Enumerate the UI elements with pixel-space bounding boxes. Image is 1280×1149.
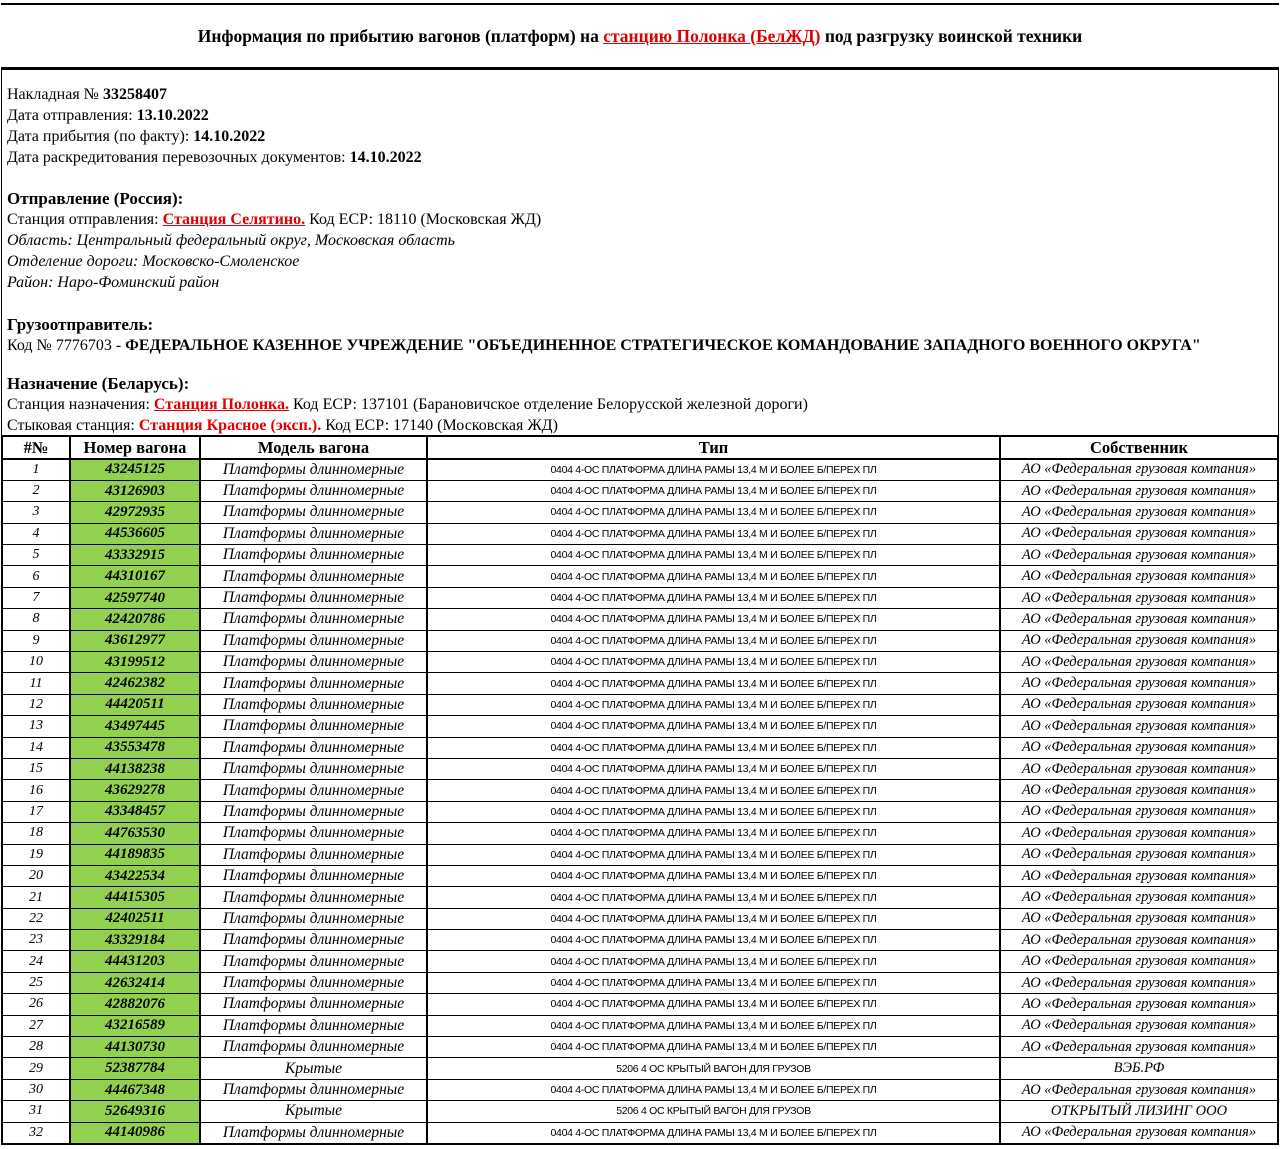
table-row [2, 780, 1278, 801]
wagon-number-cell: 43199512 [70, 652, 200, 673]
wagon-owner-cell: АО «Федеральная грузовая компания» [1000, 480, 1278, 501]
row-number-cell: 22 [2, 908, 70, 929]
wagon-type-cell: 0404 4-ОС ПЛАТФОРМА ДЛИНА РАМЫ 13,4 М И БОЛЕЕ Б/ПЕРЕХ ПЛ [427, 823, 1000, 844]
row-number-cell: 26 [2, 994, 70, 1015]
table-row [2, 716, 1278, 737]
row-number-cell: 24 [2, 951, 70, 972]
table-row [2, 502, 1278, 523]
wagon-type-cell: 0404 4-ОС ПЛАТФОРМА ДЛИНА РАМЫ 13,4 М И БОЛЕЕ Б/ПЕРЕХ ПЛ [427, 951, 1000, 972]
table-row [2, 844, 1278, 865]
row-number-cell: 31 [2, 1101, 70, 1122]
wagon-type-cell: 0404 4-ОС ПЛАТФОРМА ДЛИНА РАМЫ 13,4 М И БОЛЕЕ Б/ПЕРЕХ ПЛ [427, 1015, 1000, 1036]
wagon-owner-cell: АО «Федеральная грузовая компания» [1000, 1122, 1278, 1143]
table-row [2, 1015, 1278, 1036]
destination-heading: Назначение (Беларусь): [7, 374, 190, 393]
wagon-type-cell: 0404 4-ОС ПЛАТФОРМА ДЛИНА РАМЫ 13,4 М И БОЛЕЕ Б/ПЕРЕХ ПЛ [427, 652, 1000, 673]
wagon-type-cell: 0404 4-ОС ПЛАТФОРМА ДЛИНА РАМЫ 13,4 М И БОЛЕЕ Б/ПЕРЕХ ПЛ [427, 1079, 1000, 1100]
wagon-type-cell: 0404 4-ОС ПЛАТФОРМА ДЛИНА РАМЫ 13,4 М И БОЛЕЕ Б/ПЕРЕХ ПЛ [427, 865, 1000, 886]
title-suffix: под разгрузку воинской техники [820, 25, 1083, 46]
wagon-owner-cell: АО «Федеральная грузовая компания» [1000, 545, 1278, 566]
wagon-owner-cell: ВЭБ.РФ [1000, 1058, 1278, 1079]
junction-station-code: Код ЕСР: 17140 (Московская ЖД) [321, 417, 558, 434]
row-number-cell: 14 [2, 737, 70, 758]
row-number-cell: 18 [2, 823, 70, 844]
wagon-type-cell: 0404 4-ОС ПЛАТФОРМА ДЛИНА РАМЫ 13,4 М И БОЛЕЕ Б/ПЕРЕХ ПЛ [427, 673, 1000, 694]
junction-station-link[interactable]: Станция Красное (эксп.). [138, 417, 322, 434]
wagon-owner-cell: АО «Федеральная грузовая компания» [1000, 801, 1278, 822]
wagon-number-cell: 44189835 [70, 844, 200, 865]
wagon-model-cell: Платформы длинномерные [200, 694, 427, 715]
destination-station-line [7, 394, 1270, 415]
wagon-table-body [2, 459, 1278, 1144]
destination-station-code: Код ЕСР: 137101 (Барановичское отделение Белорусской железной дороги) [289, 396, 808, 413]
wagon-model-cell: Крытые [200, 1101, 427, 1122]
wagon-type-cell: 5206 4 ОС КРЫТЫЙ ВАГОН ДЛЯ ГРУЗОВ [427, 1101, 1000, 1122]
wagon-owner-cell: АО «Федеральная грузовая компания» [1000, 609, 1278, 630]
wagon-model-cell: Платформы длинномерные [200, 673, 427, 694]
table-row [2, 1122, 1278, 1143]
departure-station-code: Код ЕСР: 18110 (Московская ЖД) [305, 211, 542, 228]
title-prefix: Информация по прибытию вагонов (платформ) на [197, 25, 604, 46]
wagon-owner-cell: АО «Федеральная грузовая компания» [1000, 630, 1278, 651]
clearance-date-value: 14.10.2022 [349, 149, 422, 166]
wagon-owner-cell: АО «Федеральная грузовая компания» [1000, 994, 1278, 1015]
wagon-owner-cell: АО «Федеральная грузовая компания» [1000, 459, 1278, 480]
table-row [2, 1058, 1278, 1079]
header-wagon-type: Тип [427, 436, 1000, 459]
table-row [2, 930, 1278, 951]
wagon-type-cell: 0404 4-ОС ПЛАТФОРМА ДЛИНА РАМЫ 13,4 М И БОЛЕЕ Б/ПЕРЕХ ПЛ [427, 630, 1000, 651]
header-wagon-number: Номер вагона [70, 436, 200, 459]
wagon-type-cell: 0404 4-ОС ПЛАТФОРМА ДЛИНА РАМЫ 13,4 М И БОЛЕЕ Б/ПЕРЕХ ПЛ [427, 609, 1000, 630]
header-wagon-model: Модель вагона [200, 436, 427, 459]
wagon-type-cell: 0404 4-ОС ПЛАТФОРМА ДЛИНА РАМЫ 13,4 М И БОЛЕЕ Б/ПЕРЕХ ПЛ [427, 972, 1000, 993]
row-number-cell: 27 [2, 1015, 70, 1036]
wagon-number-cell: 43422534 [70, 865, 200, 886]
wagon-number-cell: 44130730 [70, 1037, 200, 1058]
wagon-owner-cell: АО «Федеральная грузовая компания» [1000, 972, 1278, 993]
wagon-model-cell: Платформы длинномерные [200, 994, 427, 1015]
wagon-owner-cell: АО «Федеральная грузовая компания» [1000, 694, 1278, 715]
wagon-model-cell: Платформы длинномерные [200, 502, 427, 523]
wagon-owner-cell: АО «Федеральная грузовая компания» [1000, 502, 1278, 523]
wagon-number-cell: 44415305 [70, 887, 200, 908]
junction-station-label: Стыковая станция: [7, 417, 139, 434]
wagon-owner-cell: АО «Федеральная грузовая компания» [1000, 1079, 1278, 1100]
table-row [2, 801, 1278, 822]
departure-date-value: 13.10.2022 [136, 107, 209, 124]
wagon-model-cell: Платформы длинномерные [200, 737, 427, 758]
wagon-type-cell: 0404 4-ОС ПЛАТФОРМА ДЛИНА РАМЫ 13,4 М И БОЛЕЕ Б/ПЕРЕХ ПЛ [427, 887, 1000, 908]
wagon-owner-cell: АО «Федеральная грузовая компания» [1000, 930, 1278, 951]
wagon-model-cell: Платформы длинномерные [200, 823, 427, 844]
table-row [2, 1079, 1278, 1100]
table-row [2, 758, 1278, 779]
table-row [2, 1037, 1278, 1058]
row-number-cell: 16 [2, 780, 70, 801]
wagon-model-cell: Платформы длинномерные [200, 865, 427, 886]
row-number-cell: 29 [2, 1058, 70, 1079]
wagon-type-cell: 0404 4-ОС ПЛАТФОРМА ДЛИНА РАМЫ 13,4 М И БОЛЕЕ Б/ПЕРЕХ ПЛ [427, 758, 1000, 779]
wagon-number-cell: 44536605 [70, 523, 200, 544]
wagon-number-cell: 52387784 [70, 1058, 200, 1079]
wagon-model-cell: Платформы длинномерные [200, 844, 427, 865]
wagon-number-cell: 44420511 [70, 694, 200, 715]
wagon-number-cell: 43126903 [70, 480, 200, 501]
wagon-number-cell: 42420786 [70, 609, 200, 630]
row-number-cell: 5 [2, 545, 70, 566]
wagon-number-cell: 52649316 [70, 1101, 200, 1122]
wagon-number-cell: 43245125 [70, 459, 200, 480]
row-number-cell: 19 [2, 844, 70, 865]
wagon-table-header [2, 436, 1278, 459]
wagon-number-cell: 43348457 [70, 801, 200, 822]
wagon-owner-cell: АО «Федеральная грузовая компания» [1000, 844, 1278, 865]
departure-division-line: Отделение дороги: Московско-Смоленское [7, 253, 300, 270]
row-number-cell: 17 [2, 801, 70, 822]
table-row [2, 587, 1278, 608]
table-row [2, 566, 1278, 587]
header-row [2, 436, 1278, 459]
wagon-type-cell: 0404 4-ОС ПЛАТФОРМА ДЛИНА РАМЫ 13,4 М И БОЛЕЕ Б/ПЕРЕХ ПЛ [427, 502, 1000, 523]
wagon-table [1, 435, 1279, 1145]
wagon-type-cell: 0404 4-ОС ПЛАТФОРМА ДЛИНА РАМЫ 13,4 М И БОЛЕЕ Б/ПЕРЕХ ПЛ [427, 801, 1000, 822]
wagon-type-cell: 0404 4-ОС ПЛАТФОРМА ДЛИНА РАМЫ 13,4 М И БОЛЕЕ Б/ПЕРЕХ ПЛ [427, 994, 1000, 1015]
clearance-date-line [7, 147, 1270, 168]
wagon-model-cell: Платформы длинномерные [200, 972, 427, 993]
wagon-type-cell: 5206 4 ОС КРЫТЫЙ ВАГОН ДЛЯ ГРУЗОВ [427, 1058, 1000, 1079]
row-number-cell: 20 [2, 865, 70, 886]
wagon-model-cell: Платформы длинномерные [200, 480, 427, 501]
arrival-date-value: 14.10.2022 [193, 128, 266, 145]
wagon-model-cell: Платформы длинномерные [200, 801, 427, 822]
wagon-type-cell: 0404 4-ОС ПЛАТФОРМА ДЛИНА РАМЫ 13,4 М И БОЛЕЕ Б/ПЕРЕХ ПЛ [427, 716, 1000, 737]
wagon-type-cell: 0404 4-ОС ПЛАТФОРМА ДЛИНА РАМЫ 13,4 М И БОЛЕЕ Б/ПЕРЕХ ПЛ [427, 545, 1000, 566]
wagon-owner-cell: АО «Федеральная грузовая компания» [1000, 780, 1278, 801]
wagon-model-cell: Платформы длинномерные [200, 652, 427, 673]
wagon-model-cell: Крытые [200, 1058, 427, 1079]
wagon-number-cell: 42402511 [70, 908, 200, 929]
wagon-number-cell: 42597740 [70, 587, 200, 608]
wagon-number-cell: 44140986 [70, 1122, 200, 1143]
departure-date-label: Дата отправления: [7, 107, 137, 124]
departure-date-line [7, 105, 1270, 126]
table-row [2, 908, 1278, 929]
row-number-cell: 11 [2, 673, 70, 694]
wagon-model-cell: Платформы длинномерные [200, 1079, 427, 1100]
wagon-model-cell: Платформы длинномерные [200, 930, 427, 951]
row-number-cell: 25 [2, 972, 70, 993]
row-number-cell: 32 [2, 1122, 70, 1143]
wagon-number-cell: 43216589 [70, 1015, 200, 1036]
wagon-type-cell: 0404 4-ОС ПЛАТФОРМА ДЛИНА РАМЫ 13,4 М И БОЛЕЕ Б/ПЕРЕХ ПЛ [427, 1122, 1000, 1143]
wagon-owner-cell: АО «Федеральная грузовая компания» [1000, 737, 1278, 758]
wagon-model-cell: Платформы длинномерные [200, 545, 427, 566]
row-number-cell: 13 [2, 716, 70, 737]
table-row [2, 951, 1278, 972]
wagon-type-cell: 0404 4-ОС ПЛАТФОРМА ДЛИНА РАМЫ 13,4 М И БОЛЕЕ Б/ПЕРЕХ ПЛ [427, 737, 1000, 758]
wagon-owner-cell: АО «Федеральная грузовая компания» [1000, 523, 1278, 544]
shipper-name: ФЕДЕРАЛЬНОЕ КАЗЕННОЕ УЧРЕЖДЕНИЕ "ОБЪЕДИНЕННОЕ СТРАТЕГИЧЕСКОЕ КОМАНДОВАНИЕ ЗАПАДНОГО ВОЕННОГО ОКРУГА" [125, 337, 1201, 354]
wagon-model-cell: Платформы длинномерные [200, 887, 427, 908]
wagon-number-cell: 42972935 [70, 502, 200, 523]
wagon-owner-cell: АО «Федеральная грузовая компания» [1000, 887, 1278, 908]
wagon-owner-cell: АО «Федеральная грузовая компания» [1000, 652, 1278, 673]
wagon-owner-cell: АО «Федеральная грузовая компания» [1000, 758, 1278, 779]
junction-station-line [7, 415, 1270, 435]
wagon-number-cell: 44467348 [70, 1079, 200, 1100]
row-number-cell: 1 [2, 459, 70, 480]
wagon-number-cell: 43629278 [70, 780, 200, 801]
table-row [2, 823, 1278, 844]
title-station-link[interactable]: станцию Полонка (БелЖД) [603, 25, 821, 46]
table-row [2, 545, 1278, 566]
departure-district-line: Район: Наро-Фоминский район [7, 274, 220, 291]
table-row [2, 652, 1278, 673]
arrival-date-line [7, 126, 1270, 147]
table-row [2, 1101, 1278, 1122]
departure-station-label: Станция отправления: [7, 211, 163, 228]
wagon-number-cell: 43329184 [70, 930, 200, 951]
table-row [2, 737, 1278, 758]
waybill-number-label: Накладная № [7, 86, 103, 103]
header-owner: Собственник [1000, 436, 1278, 459]
row-number-cell: 3 [2, 502, 70, 523]
wagon-type-cell: 0404 4-ОС ПЛАТФОРМА ДЛИНА РАМЫ 13,4 М И БОЛЕЕ Б/ПЕРЕХ ПЛ [427, 844, 1000, 865]
row-number-cell: 8 [2, 609, 70, 630]
title-banner [1, 3, 1279, 70]
wagon-number-cell: 43612977 [70, 630, 200, 651]
table-row [2, 609, 1278, 630]
row-number-cell: 21 [2, 887, 70, 908]
wagon-type-cell: 0404 4-ОС ПЛАТФОРМА ДЛИНА РАМЫ 13,4 М И БОЛЕЕ Б/ПЕРЕХ ПЛ [427, 780, 1000, 801]
wagon-model-cell: Платформы длинномерные [200, 908, 427, 929]
wagon-number-cell: 43497445 [70, 716, 200, 737]
wagon-type-cell: 0404 4-ОС ПЛАТФОРМА ДЛИНА РАМЫ 13,4 М И БОЛЕЕ Б/ПЕРЕХ ПЛ [427, 930, 1000, 951]
table-row [2, 865, 1278, 886]
wagon-model-cell: Платформы длинномерные [200, 780, 427, 801]
shipper-code-label: Код № 7776703 - [7, 337, 126, 354]
wagon-model-cell: Платформы длинномерные [200, 1037, 427, 1058]
departure-heading: Отправление (Россия): [7, 189, 184, 208]
document [1, 3, 1279, 1145]
wagon-number-cell: 44138238 [70, 758, 200, 779]
wagon-number-cell: 43332915 [70, 545, 200, 566]
wagon-model-cell: Платформы длинномерные [200, 1122, 427, 1143]
departure-station-line [7, 209, 1270, 230]
wagon-type-cell: 0404 4-ОС ПЛАТФОРМА ДЛИНА РАМЫ 13,4 М И БОЛЕЕ Б/ПЕРЕХ ПЛ [427, 480, 1000, 501]
wagon-type-cell: 0404 4-ОС ПЛАТФОРМА ДЛИНА РАМЫ 13,4 М И БОЛЕЕ Б/ПЕРЕХ ПЛ [427, 694, 1000, 715]
shipper-line [7, 335, 1270, 356]
departure-region-line: Область: Центральный федеральный округ, Московская область [7, 232, 455, 249]
page-title [198, 26, 1083, 47]
wagon-type-cell: 0404 4-ОС ПЛАТФОРМА ДЛИНА РАМЫ 13,4 М И БОЛЕЕ Б/ПЕРЕХ ПЛ [427, 459, 1000, 480]
arrival-date-label: Дата прибытия (по факту): [7, 128, 194, 145]
wagon-model-cell: Платформы длинномерные [200, 758, 427, 779]
wagon-type-cell: 0404 4-ОС ПЛАТФОРМА ДЛИНА РАМЫ 13,4 М И БОЛЕЕ Б/ПЕРЕХ ПЛ [427, 908, 1000, 929]
table-row [2, 523, 1278, 544]
wagon-owner-cell: АО «Федеральная грузовая компания» [1000, 673, 1278, 694]
wagon-owner-cell: АО «Федеральная грузовая компания» [1000, 908, 1278, 929]
row-number-cell: 7 [2, 587, 70, 608]
row-number-cell: 4 [2, 523, 70, 544]
wagon-owner-cell: АО «Федеральная грузовая компания» [1000, 587, 1278, 608]
info-section [1, 70, 1279, 435]
row-number-cell: 23 [2, 930, 70, 951]
table-row [2, 630, 1278, 651]
wagon-model-cell: Платформы длинномерные [200, 951, 427, 972]
wagon-type-cell: 0404 4-ОС ПЛАТФОРМА ДЛИНА РАМЫ 13,4 М И БОЛЕЕ Б/ПЕРЕХ ПЛ [427, 587, 1000, 608]
header-row-number: #№ [2, 436, 70, 459]
wagon-model-cell: Платформы длинномерные [200, 459, 427, 480]
destination-station-label: Станция назначения: [7, 396, 154, 413]
wagon-owner-cell: АО «Федеральная грузовая компания» [1000, 951, 1278, 972]
row-number-cell: 2 [2, 480, 70, 501]
wagon-owner-cell: АО «Федеральная грузовая компания» [1000, 566, 1278, 587]
table-row [2, 994, 1278, 1015]
table-row [2, 887, 1278, 908]
row-number-cell: 12 [2, 694, 70, 715]
wagon-number-cell: 44431203 [70, 951, 200, 972]
wagon-type-cell: 0404 4-ОС ПЛАТФОРМА ДЛИНА РАМЫ 13,4 М И БОЛЕЕ Б/ПЕРЕХ ПЛ [427, 1037, 1000, 1058]
wagon-model-cell: Платформы длинномерные [200, 523, 427, 544]
row-number-cell: 15 [2, 758, 70, 779]
wagon-model-cell: Платформы длинномерные [200, 587, 427, 608]
wagon-type-cell: 0404 4-ОС ПЛАТФОРМА ДЛИНА РАМЫ 13,4 М И БОЛЕЕ Б/ПЕРЕХ ПЛ [427, 523, 1000, 544]
waybill-number-line [7, 84, 1270, 105]
wagon-owner-cell: АО «Федеральная грузовая компания» [1000, 823, 1278, 844]
wagon-model-cell: Платформы длинномерные [200, 1015, 427, 1036]
wagon-owner-cell: АО «Федеральная грузовая компания» [1000, 865, 1278, 886]
table-row [2, 972, 1278, 993]
shipper-heading: Грузоотправитель: [7, 315, 154, 334]
wagon-model-cell: Платформы длинномерные [200, 630, 427, 651]
row-number-cell: 6 [2, 566, 70, 587]
wagon-number-cell: 43553478 [70, 737, 200, 758]
wagon-owner-cell: АО «Федеральная грузовая компания» [1000, 1037, 1278, 1058]
row-number-cell: 9 [2, 630, 70, 651]
row-number-cell: 28 [2, 1037, 70, 1058]
wagon-number-cell: 42462382 [70, 673, 200, 694]
wagon-type-cell: 0404 4-ОС ПЛАТФОРМА ДЛИНА РАМЫ 13,4 М И БОЛЕЕ Б/ПЕРЕХ ПЛ [427, 566, 1000, 587]
departure-station-link[interactable]: Станция Селятино. [162, 211, 306, 228]
wagon-number-cell: 44310167 [70, 566, 200, 587]
table-row [2, 459, 1278, 480]
row-number-cell: 30 [2, 1079, 70, 1100]
clearance-date-label: Дата раскредитования перевозочных документов: [7, 149, 350, 166]
wagon-number-cell: 44763530 [70, 823, 200, 844]
wagon-number-cell: 42632414 [70, 972, 200, 993]
wagon-owner-cell: ОТКРЫТЫЙ ЛИЗИНГ ООО [1000, 1101, 1278, 1122]
wagon-model-cell: Платформы длинномерные [200, 566, 427, 587]
wagon-model-cell: Платформы длинномерные [200, 609, 427, 630]
table-row [2, 694, 1278, 715]
waybill-number-value: 33258407 [102, 86, 167, 103]
table-row [2, 673, 1278, 694]
wagon-owner-cell: АО «Федеральная грузовая компания» [1000, 1015, 1278, 1036]
row-number-cell: 10 [2, 652, 70, 673]
wagon-model-cell: Платформы длинномерные [200, 716, 427, 737]
wagon-number-cell: 42882076 [70, 994, 200, 1015]
destination-station-link[interactable]: Станция Полонка. [153, 396, 290, 413]
wagon-owner-cell: АО «Федеральная грузовая компания» [1000, 716, 1278, 737]
table-row [2, 480, 1278, 501]
